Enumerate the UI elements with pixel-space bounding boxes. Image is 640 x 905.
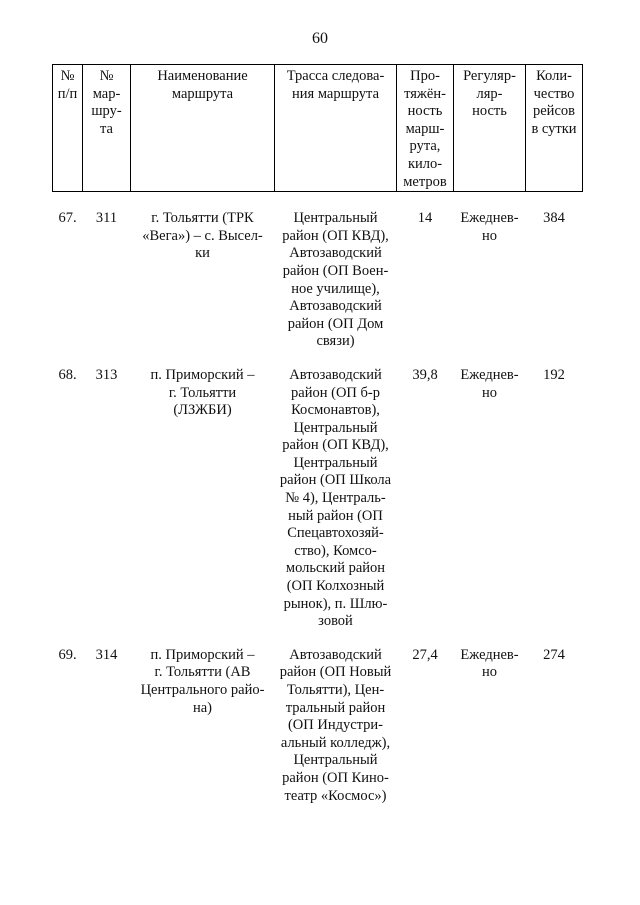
row-regularity: Ежеднев- но bbox=[460, 366, 519, 401]
row-length: 14 bbox=[417, 210, 433, 227]
row-length: 39,8 bbox=[412, 366, 438, 383]
row-length: 27,4 bbox=[412, 646, 438, 663]
row-route-path: Автозаводский район (ОП Новый Тольятти), Цен- тральный район (ОП Индустри- альный колледж), Центральный район (ОП Кино- театр «Космос») bbox=[279, 646, 392, 804]
table-row bbox=[53, 208, 583, 365]
header-route-name: Наименование маршрута bbox=[131, 65, 275, 192]
row-num: 69. bbox=[58, 646, 77, 663]
header-route-number: № мар- шру- та bbox=[83, 65, 131, 192]
routes-table bbox=[52, 64, 583, 805]
row-route-name: п. Приморский – г. Тольятти (ЛЗЖБИ) bbox=[150, 366, 255, 419]
header-length: Про- тяжён- ность марш- рута, кило- метров bbox=[397, 65, 454, 192]
table-header-row bbox=[53, 65, 583, 192]
row-route-name: г. Тольятти (ТРК «Вега») – с. Высел- ки bbox=[142, 210, 263, 262]
row-regularity: Ежеднев- но bbox=[460, 646, 519, 681]
row-trips: 192 bbox=[543, 366, 565, 383]
header-trips: Коли- чество рейсов в сутки bbox=[526, 65, 583, 192]
page-number: 60 bbox=[312, 30, 328, 47]
row-num: 68. bbox=[58, 366, 77, 383]
row-route-name: п. Приморский – г. Тольятти (АВ Центрального райо- на) bbox=[140, 646, 265, 716]
row-num: 67. bbox=[58, 210, 77, 227]
header-route-path: Трасса следова- ния маршрута bbox=[275, 65, 397, 192]
header-regularity: Регуляр- ляр- ность bbox=[454, 65, 526, 192]
table-row bbox=[53, 645, 583, 805]
row-route-number: 311 bbox=[95, 210, 118, 227]
table-row bbox=[53, 365, 583, 645]
row-trips: 274 bbox=[543, 646, 565, 663]
header-num: № п/п bbox=[53, 65, 83, 192]
row-route-number: 314 bbox=[95, 646, 118, 663]
row-route-path: Центральный район (ОП КВД), Автозаводский район (ОП Воен- ное училище), Автозаводский район (ОП Дом связи) bbox=[282, 210, 389, 350]
row-regularity: Ежеднев- но bbox=[460, 210, 519, 244]
row-route-path: Автозаводский район (ОП б-р Космонавтов), Центральный район (ОП КВД), Центральный район (ОП Школа № 4), Централь- ный район (ОП Спецавтохозяй- ство), Комсо- мольский район (ОП Колхозный рынок), п. Шлю- зовой bbox=[279, 366, 392, 630]
row-route-number: 313 bbox=[95, 366, 118, 383]
row-trips: 384 bbox=[543, 210, 565, 227]
